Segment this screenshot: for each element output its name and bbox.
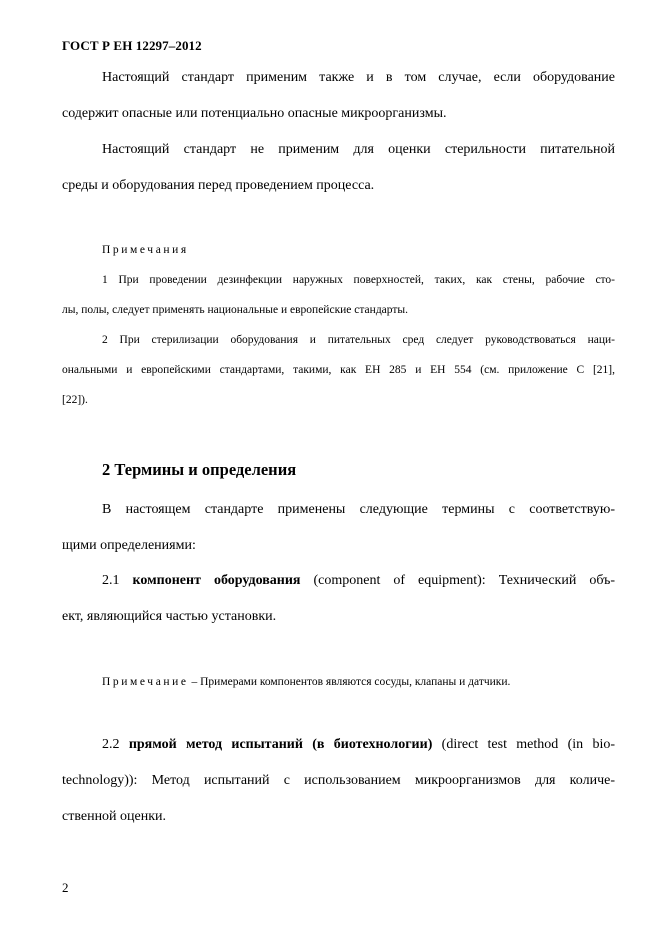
note-line <box>62 674 615 704</box>
term-2-2 <box>62 735 615 843</box>
paragraph-line: содержит опасные или потенциально опасные микроорганизмы. <box>62 106 447 121</box>
paragraph-line: среды и оборудования перед проведением процесса. <box>62 178 375 193</box>
note-line: ональными и европейскими стандартами, такими, как ЕН 285 и ЕН 554 (см. приложение C [21], <box>62 364 615 376</box>
term-title: прямой метод испытаний (в биотехнологии) <box>128 737 433 752</box>
paragraph-line: Настоящий стандарт применим также и в том случае, если оборудование <box>102 70 615 85</box>
paragraph-applicability <box>62 68 615 140</box>
note-line: лы, полы, следует применять национальные и европейские стандарты. <box>62 304 408 316</box>
term-line: technology)): Метод испытаний с использованием микроорганизмов для количе- <box>62 773 615 788</box>
term-number: 2.1 <box>102 573 133 588</box>
notes-heading: Примечания <box>102 244 189 256</box>
paragraph-line: щими определениями: <box>62 538 196 553</box>
term-description: (component of equipment): Технический объ- <box>300 573 616 588</box>
section-intro <box>62 500 615 572</box>
paragraph-non-applicability <box>62 140 615 212</box>
note-label: Примечание <box>102 676 189 688</box>
paragraph-line: Настоящий стандарт не применим для оценки стерильности питательной <box>102 142 615 157</box>
term-line: ект, являющийся частью установки. <box>62 609 277 624</box>
term-description: (direct test method (in bio- <box>432 737 615 752</box>
term-line <box>62 735 615 771</box>
note-line: [22]). <box>62 394 88 406</box>
page-number: 2 <box>62 880 69 895</box>
section-heading: 2 Термины и определения <box>102 460 297 479</box>
document-code-header: ГОСТ Р ЕН 12297–2012 <box>62 38 202 53</box>
notes-block <box>62 242 615 422</box>
term-2-1-note <box>62 674 615 704</box>
note-text: – Примерами компонентов являются сосуды, клапаны и датчики. <box>188 676 511 688</box>
term-line <box>62 571 615 607</box>
paragraph-line: В настоящем стандарте применены следующие термины с соответствую- <box>102 502 615 517</box>
note-line: 2 При стерилизации оборудования и питательных сред следует руководствоваться нaци- <box>102 334 615 346</box>
term-2-1 <box>62 571 615 643</box>
term-number: 2.2 <box>102 737 129 752</box>
term-line: ственной оценки. <box>62 809 167 824</box>
term-title: компонент оборудования <box>132 573 301 588</box>
note-line: 1 При проведении дезинфекции наружных поверхностей, таких, как стены, рабочие сто- <box>102 274 615 286</box>
